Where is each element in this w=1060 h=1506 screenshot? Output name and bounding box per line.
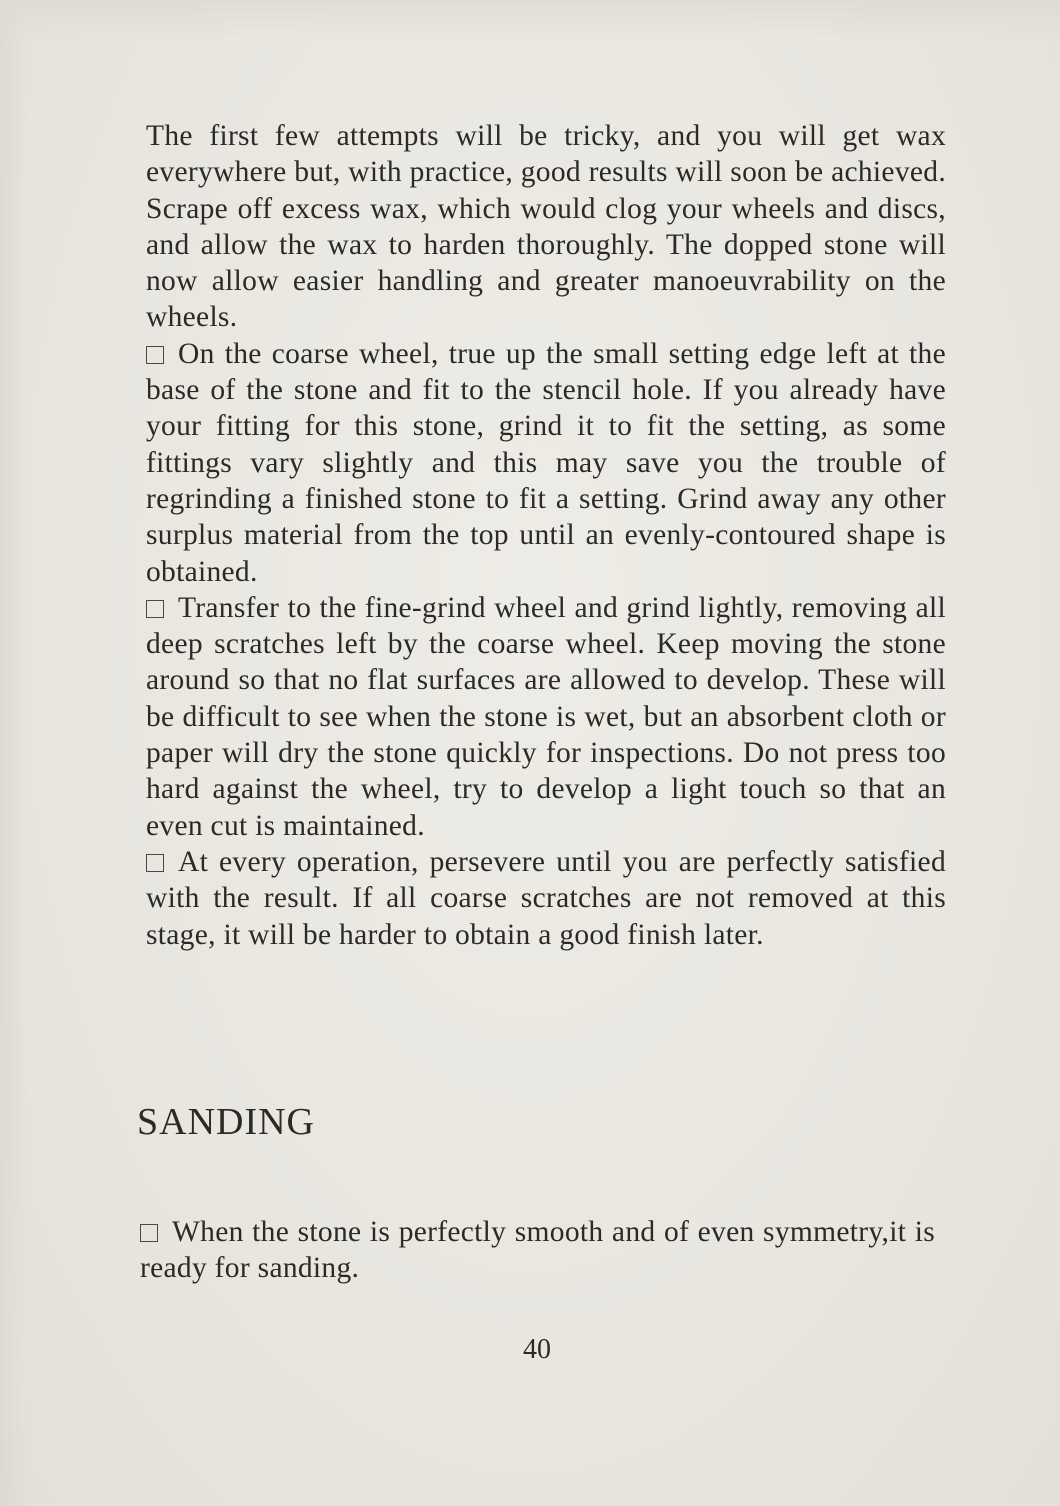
paragraph-coarse-wheel (146, 336, 946, 590)
body-text (146, 118, 946, 953)
checkbox-bullet-icon (146, 854, 164, 872)
page-edge-shadow-top (0, 0, 1060, 40)
sanding-text (140, 1214, 935, 1287)
section-heading: SANDING (137, 1101, 315, 1143)
paragraph-sanding (140, 1214, 935, 1287)
paragraph-text: When the stone is perfectly smooth and of even symmetry,it is ready for sanding. (140, 1216, 935, 1285)
paragraph-intro (146, 118, 946, 336)
paragraph-text: The first few attempts will be tricky, and you will get wax everywhere but, with practice, good results will soon be achieved. Scrape off excess wax, which would clog your wheels and discs, and allow the wax to harden thoroughly. The dopped stone will now allow easier handling and greater manoeuvrability on the wheels. (146, 120, 946, 334)
paragraph-text: Transfer to the fine-grind wheel and grind lightly, removing all deep scratches left by the coarse wheel. Keep moving the stone around so that no flat surfaces are allowed to develop. These will be difficult to see when the stone is wet, but an absorbent cloth or paper will dry the stone quickly for inspections. Do not press too hard against the wheel, try to develop a light touch so that an even cut is maintained. (146, 591, 946, 842)
paragraph-text: On the coarse wheel, true up the small setting edge left at the base of the stone and fit to the stencil hole. If you already have your fitting for this stone, grind it to fit the setting, as some fittings vary slightly and this may save you the trouble of regrinding a finished stone to fit a setting. Grind away any other surplus material from the top until an evenly-contoured shape is obtained. (146, 337, 946, 588)
checkbox-bullet-icon (140, 1224, 158, 1242)
checkbox-bullet-icon (146, 346, 164, 364)
paragraph-persevere (146, 844, 946, 953)
page-edge-shadow-left (0, 0, 28, 1506)
paragraph-text: At every operation, persevere until you are perfectly satisfied with the result. If all coarse scratches are not removed at this stage, it will be harder to obtain a good finish later. (146, 845, 946, 951)
checkbox-bullet-icon (146, 600, 164, 618)
page-number: 40 (523, 1334, 551, 1365)
paragraph-fine-grind (146, 590, 946, 844)
